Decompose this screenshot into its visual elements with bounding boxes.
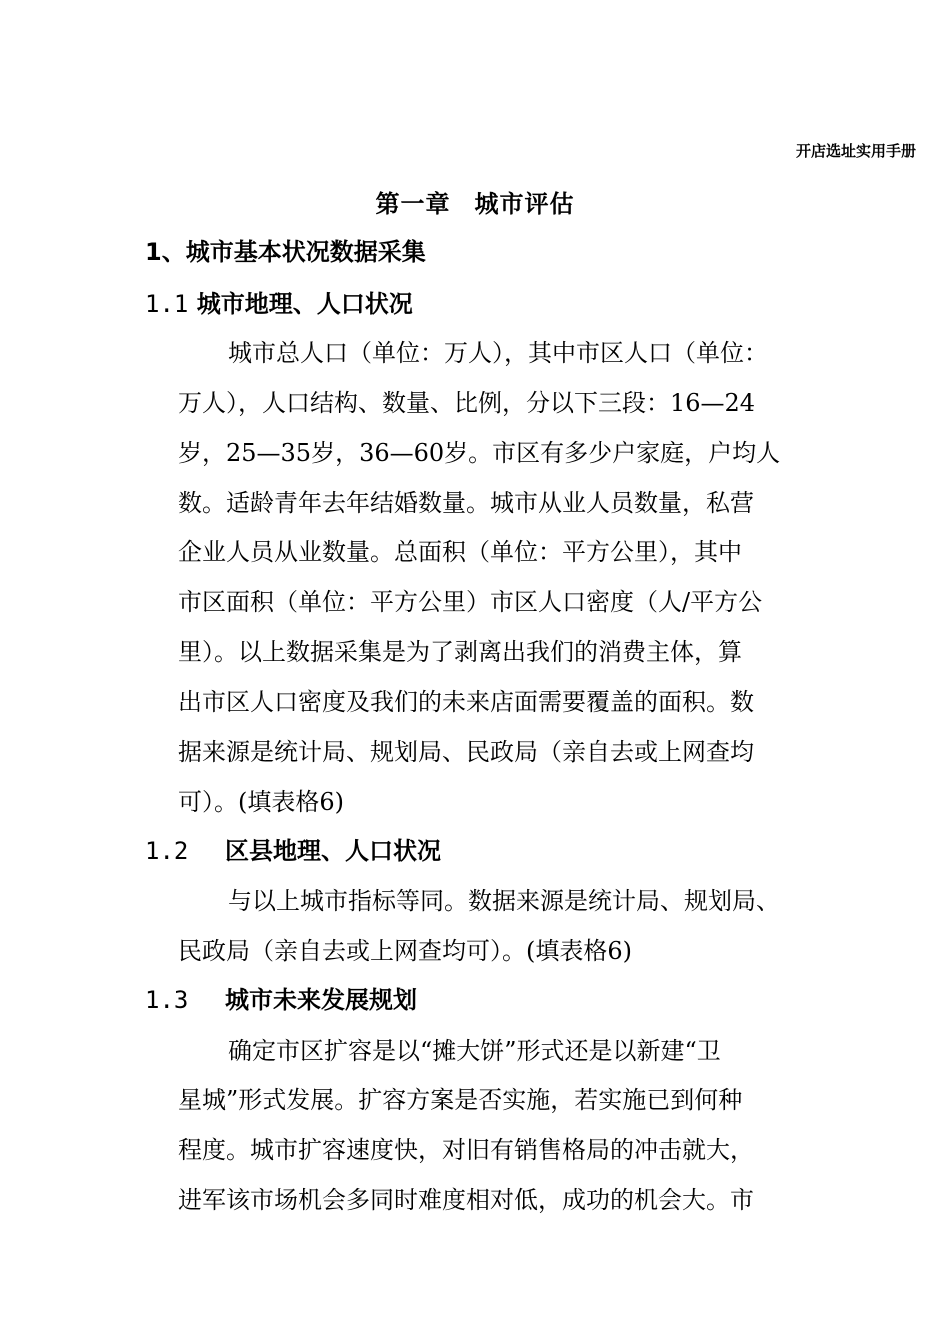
section-heading-1: 1、城市基本状况数据采集 xyxy=(145,238,426,266)
paragraph-line: 据来源是统计局、规划局、民政局（亲自去或上网查均 xyxy=(178,738,754,766)
paragraph-line: 城市总人口（单位：万人），其中市区人口（单位： xyxy=(228,339,768,367)
paragraph-line: 民政局（亲自去或上网查均可）。(填表格6) xyxy=(178,937,632,965)
section-heading-1-1 xyxy=(145,284,413,319)
paragraph-line: 确定市区扩容是以“摊大饼”形式还是以新建“卫 xyxy=(228,1037,721,1065)
paragraph-line: 与以上城市指标等同。数据来源是统计局、规划局、 xyxy=(228,887,780,915)
chapter-label: 第一章 xyxy=(375,190,451,218)
section-heading-1-2 xyxy=(145,831,441,866)
section-title: 城市地理、人口状况 xyxy=(196,290,413,318)
paragraph-line: 企业人员从业数量。总面积（单位：平方公里），其中 xyxy=(178,538,742,566)
section-number: 1.3 xyxy=(145,986,189,1014)
paragraph-line: 程度。城市扩容速度快，对旧有销售格局的冲击就大， xyxy=(178,1136,754,1164)
chapter-name: 城市评估 xyxy=(474,190,575,218)
paragraph-line: 出市区人口密度及我们的未来店面需要覆盖的面积。数 xyxy=(178,688,754,716)
running-header: 开店选址实用手册 xyxy=(795,142,916,160)
paragraph-line: 市区面积（单位：平方公里）市区人口密度（人/平方公 xyxy=(178,588,763,616)
paragraph-line: 岁，25—35岁，36—60岁。市区有多少户家庭，户均人 xyxy=(178,439,781,467)
paragraph-line: 进军该市场机会多同时难度相对低，成功的机会大。市 xyxy=(178,1186,754,1214)
chapter-title xyxy=(0,184,950,219)
section-title: 城市未来发展规划 xyxy=(225,986,417,1014)
section-number: 1.1 xyxy=(145,290,189,318)
section-number: 1.2 xyxy=(145,837,189,865)
section-heading-1-3 xyxy=(145,980,417,1015)
paragraph-line: 数。适龄青年去年结婚数量。城市从业人员数量，私营 xyxy=(178,489,754,517)
paragraph-line: 万人），人口结构、数量、比例，分以下三段：16—24 xyxy=(178,389,756,417)
paragraph-line: 星城”形式发展。扩容方案是否实施，若实施已到何种 xyxy=(178,1086,743,1114)
section-title: 区县地理、人口状况 xyxy=(225,837,441,865)
paragraph-line: 可）。(填表格6) xyxy=(178,788,344,816)
paragraph-line: 里）。以上数据采集是为了剥离出我们的消费主体，算 xyxy=(178,638,742,666)
